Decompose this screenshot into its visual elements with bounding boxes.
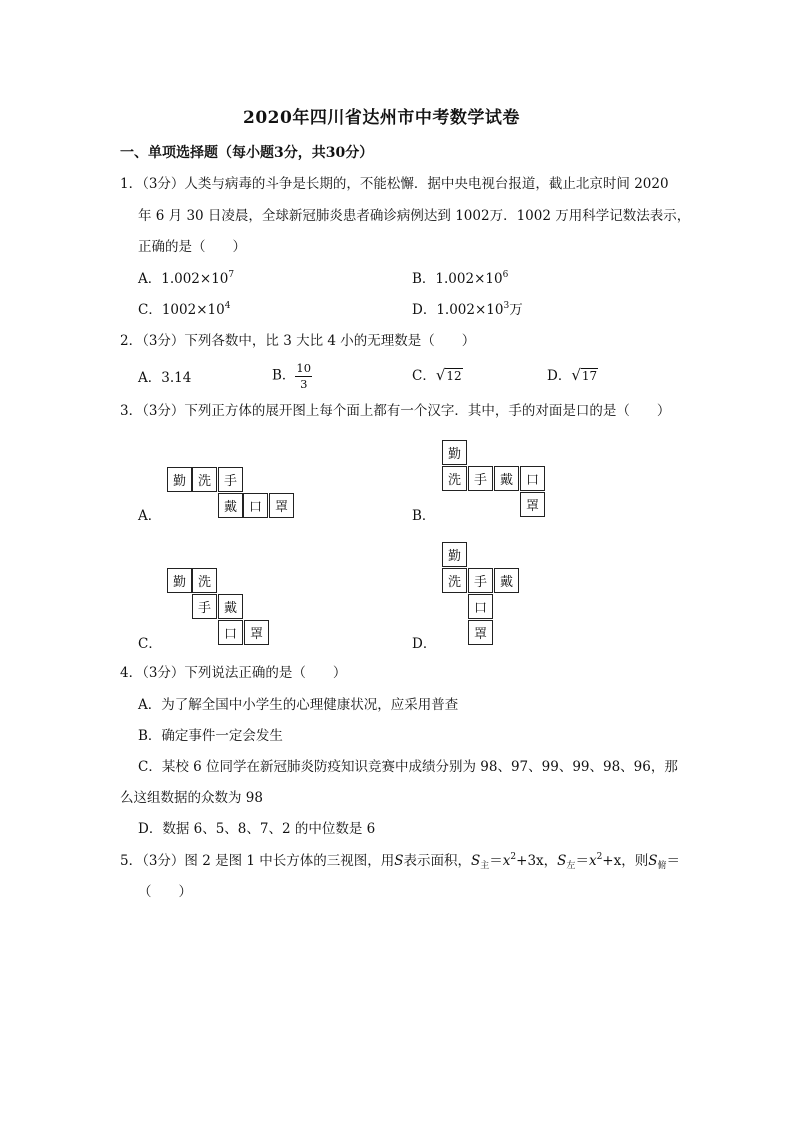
net-cell: 洗 bbox=[192, 467, 217, 492]
exponent: 2 bbox=[596, 852, 603, 862]
q2-stem: 2．（3分）下列各数中，比 3 大比 4 小的无理数是（ ） bbox=[120, 333, 476, 349]
sqrt-symbol bbox=[571, 368, 598, 383]
option-label: D． bbox=[412, 302, 437, 318]
fraction bbox=[295, 362, 312, 390]
q5-text: 5．（3分）图 2 是图 1 中长方体的三视图，用 bbox=[120, 853, 395, 869]
denominator: 3 bbox=[300, 376, 308, 391]
net-cell: 口 bbox=[243, 493, 268, 518]
net-cell: 口 bbox=[468, 594, 493, 619]
q4-option-a[interactable]: A．为了解全国中小学生的心理健康状况，应采用普查 bbox=[138, 697, 459, 713]
q1-option-d[interactable] bbox=[412, 301, 523, 318]
q3-option-b-label[interactable]: B． bbox=[412, 508, 436, 524]
net-cell: 戴 bbox=[494, 466, 519, 491]
q4-option-c-line2[interactable]: 么这组数据的众数为 98 bbox=[120, 790, 263, 806]
radicand: 17 bbox=[581, 369, 598, 384]
q4-stem: 4．（3分）下列说法正确的是（ ） bbox=[120, 665, 347, 681]
page-title: 2020年四川省达州市中考数学试卷 bbox=[243, 108, 520, 128]
net-cell: 口 bbox=[218, 620, 243, 645]
exponent: 3 bbox=[503, 301, 510, 311]
equals: ＝ bbox=[489, 853, 503, 869]
net-cell: 勤 bbox=[442, 440, 467, 465]
q2-option-b[interactable] bbox=[272, 362, 312, 390]
math-symbol-s: S bbox=[471, 853, 481, 869]
option-label: C． bbox=[412, 368, 436, 384]
option-value: 1002×10 bbox=[161, 302, 225, 318]
math-symbol-s: S bbox=[648, 853, 658, 869]
q2-option-c[interactable] bbox=[412, 368, 463, 384]
net-cell: 戴 bbox=[494, 568, 519, 593]
sqrt-symbol bbox=[436, 368, 463, 383]
option-value: 1.002×10 bbox=[161, 271, 229, 287]
math-symbol-s: S bbox=[394, 853, 404, 869]
option-label: B． bbox=[412, 271, 436, 287]
math-var: x bbox=[588, 853, 597, 869]
q4-option-c-line1[interactable]: C．某校 6 位同学在新冠肺炎防疫知识竞赛中成绩分别为 98、97、99、99、98、96，那 bbox=[138, 759, 678, 775]
radical-sign: √ bbox=[571, 366, 581, 384]
option-label: B． bbox=[272, 367, 296, 384]
math-symbol-s: S bbox=[557, 853, 567, 869]
net-cell: 手 bbox=[468, 568, 493, 593]
q4-option-b[interactable]: B．确定事件一定会发生 bbox=[138, 728, 283, 744]
net-cell: 戴 bbox=[218, 594, 243, 619]
net-cell: 勤 bbox=[167, 568, 192, 593]
net-cell: 罩 bbox=[468, 620, 493, 645]
q1-option-b[interactable] bbox=[412, 270, 509, 287]
exponent: 2 bbox=[510, 852, 517, 862]
net-cell: 罩 bbox=[269, 493, 294, 518]
q5-stem-line2: （ ） bbox=[138, 884, 192, 900]
radicand: 12 bbox=[446, 369, 462, 384]
numerator: 10 bbox=[296, 361, 312, 375]
option-value: 1.002×10 bbox=[435, 271, 503, 287]
q2-option-a[interactable]: A．3.14 bbox=[138, 370, 192, 386]
net-cell: 洗 bbox=[442, 466, 467, 491]
net-cell: 罩 bbox=[244, 620, 269, 645]
q3-option-c-label[interactable]: C． bbox=[138, 636, 162, 652]
subscript: 左 bbox=[566, 861, 576, 871]
q1-option-c[interactable] bbox=[138, 301, 231, 318]
option-label: A． bbox=[138, 271, 162, 287]
net-cell: 手 bbox=[192, 594, 217, 619]
q5-text: +x，则 bbox=[602, 853, 649, 869]
net-cell: 口 bbox=[520, 466, 545, 491]
section-header: 一、单项选择题（每小题3分，共30分） bbox=[120, 145, 374, 161]
q3-option-a-label[interactable]: A． bbox=[138, 508, 162, 524]
q1-stem-line1: 1．（3分）人类与病毒的斗争是长期的，不能松懈．据中央电视台报道，截止北京时间 2020 bbox=[120, 176, 669, 192]
q3-option-d-label[interactable]: D． bbox=[412, 636, 437, 652]
q1-stem-line3: 正确的是（ ） bbox=[138, 239, 246, 255]
net-cell: 手 bbox=[218, 467, 243, 492]
option-label: D． bbox=[547, 368, 572, 384]
net-cell: 洗 bbox=[192, 568, 217, 593]
net-cell: 勤 bbox=[442, 542, 467, 567]
net-cell: 罩 bbox=[520, 492, 545, 517]
radical-sign: √ bbox=[435, 366, 446, 384]
q4-option-d[interactable]: D．数据 6、5、8、7、2 的中位数是 6 bbox=[138, 821, 376, 837]
q1-stem-line2: 年 6 月 30 日凌晨，全球新冠肺炎患者确诊病例达到 1002万．1002 万用科学记数法表示， bbox=[138, 208, 691, 224]
q5-text: 表示面积， bbox=[403, 853, 472, 869]
q5-stem-line1 bbox=[120, 852, 680, 871]
equals: ＝ bbox=[575, 853, 589, 869]
q3-stem: 3．（3分）下列正方体的展开图上每个面上都有一个汉字．其中，手的对面是口的是（ ） bbox=[120, 403, 671, 419]
subscript: 俯 bbox=[657, 861, 667, 871]
q2-option-d[interactable] bbox=[547, 368, 598, 384]
q5-text: +3x， bbox=[516, 853, 558, 869]
exponent: 7 bbox=[228, 270, 235, 280]
option-value: 1.002×10 bbox=[436, 302, 504, 318]
math-var: x bbox=[502, 853, 511, 869]
equals: ＝ bbox=[666, 853, 680, 869]
exponent: 4 bbox=[224, 301, 231, 311]
net-cell: 勤 bbox=[167, 467, 192, 492]
subscript: 主 bbox=[480, 861, 490, 871]
q1-option-a[interactable] bbox=[138, 270, 235, 287]
exponent: 6 bbox=[502, 270, 509, 280]
net-cell: 手 bbox=[468, 466, 493, 491]
option-suffix: 万 bbox=[509, 302, 523, 318]
net-cell: 洗 bbox=[442, 568, 467, 593]
option-label: C． bbox=[138, 302, 162, 318]
net-cell: 戴 bbox=[218, 493, 243, 518]
